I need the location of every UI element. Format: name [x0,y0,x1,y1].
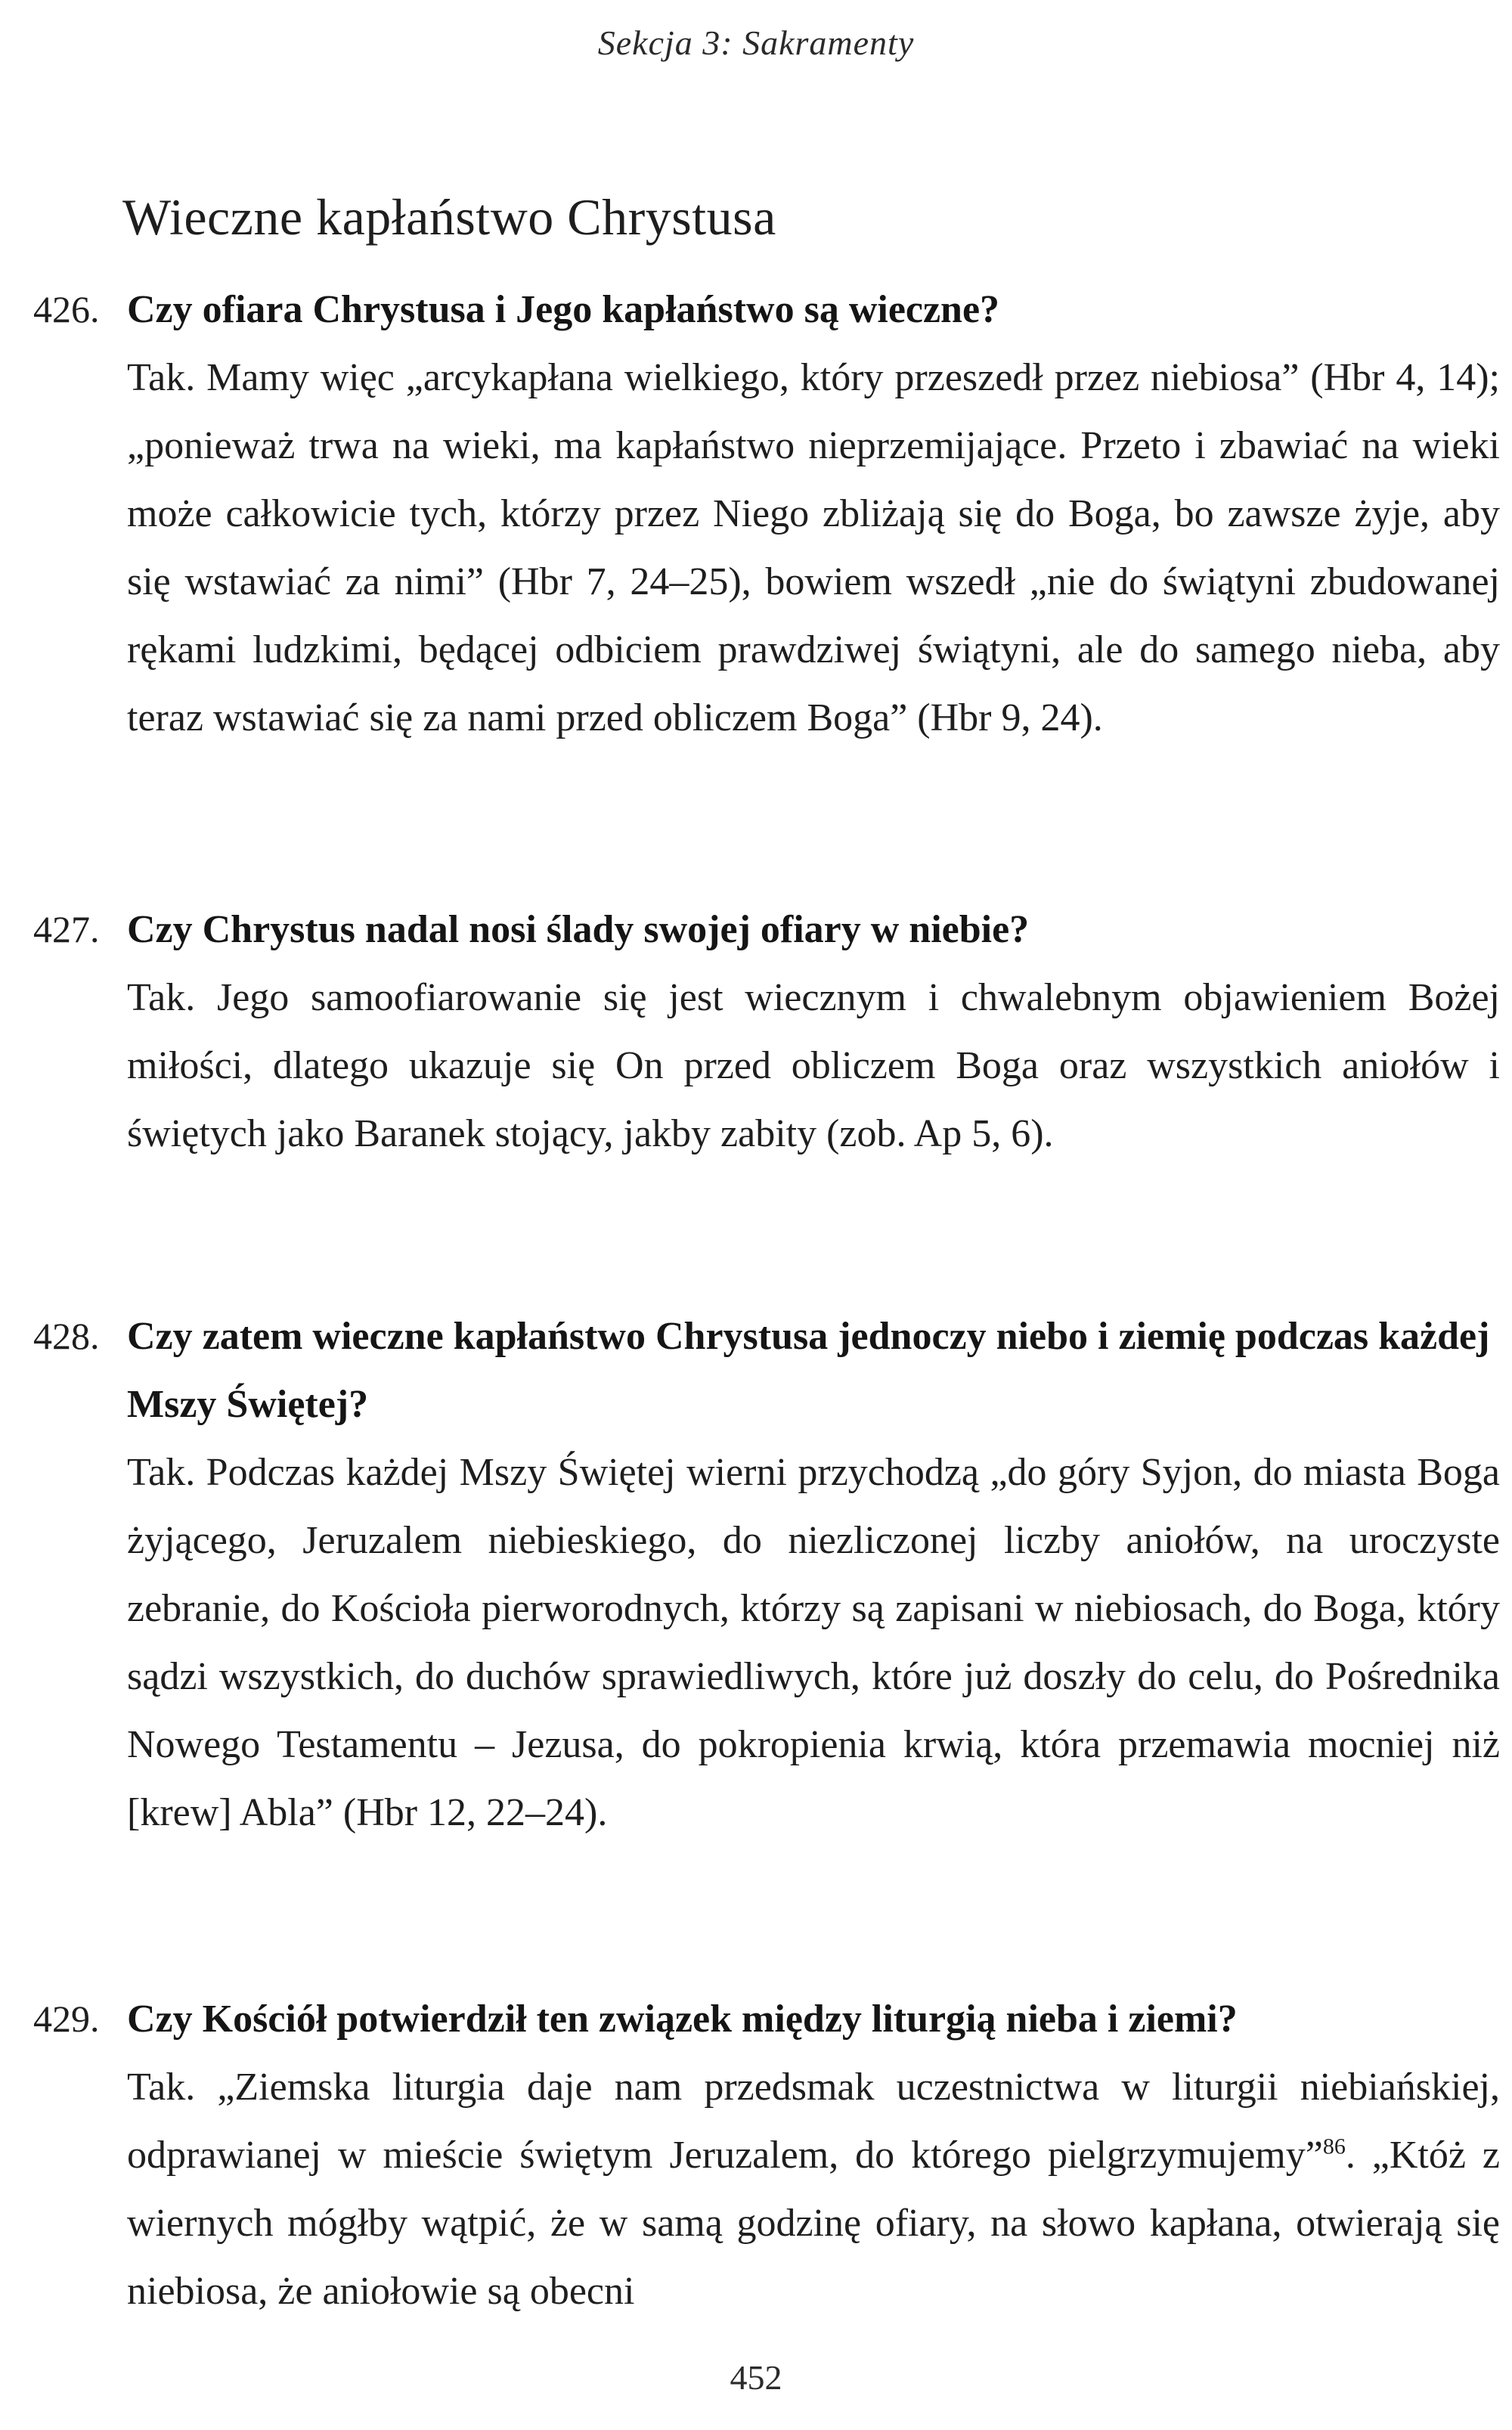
section-title: Wieczne kapłaństwo Chrystusa [122,188,776,246]
answer-text: Tak. Jego samoofiarowanie się jest wiecznym i chwalebnym objawieniem Bożej miłości, dlatego ukazuje się On przed obliczem Boga oraz wszystkich aniołów i świętych jako Baranek stojący, jakby zabity (zob. Ap 5, 6). [127,976,1500,1155]
answer-text-part: . „Któż z wiernych mógłby wątpić, że w samą godzinę ofiary, na słowo kapłana, otwierają się niebiosa, że aniołowie są obecni [127,2134,1500,2313]
answer-text-part: Tak. „Ziemska liturgia daje nam przedsmak uczestnictwa w liturgii niebiańskiej, odprawianej w mieście świętym Jeruzalem, do którego pielgrzymujemy” [127,2066,1500,2177]
question-number: 428. [33,1315,100,1357]
answer-text: Tak. Mamy więc „arcykapłana wielkiego, który przeszedł przez niebiosa” (Hbr 4, 14); „ponieważ trwa na wieki, ma kapłaństwo nieprzemijające. Przeto i zbawiać na wieki może całkowicie tych, którzy przez Niego zbliżają się do Boga, bo zawsze żyje, aby się wstawiać za nimi” (Hbr 7, 24–25), bowiem wszedł „nie do świątyni zbudowanej rękami ludzkimi, będącej odbiciem prawdziwej świątyni, ale do samego nieba, aby teraz wstawiać się za nami przed obliczem Boga” (Hbr 9, 24). [127,356,1500,739]
question-number: 426. [33,288,100,330]
running-header: Sekcja 3: Sakramenty [597,23,915,62]
answer-text [127,2053,1500,2326]
question-block-428 [33,1303,1500,1847]
question-text: Czy ofiara Chrystusa i Jego kapłaństwo są wieczne? [127,288,1000,331]
question-row [33,896,1500,964]
question-row [33,1303,1500,1439]
question-text: Czy Chrystus nadal nosi ślady swojej ofiary w niebie? [127,908,1030,951]
question-number: 429. [33,1998,100,2040]
question-row [33,1985,1500,2053]
footnote-reference[interactable]: 86 [1322,2134,1346,2159]
question-block-426 [33,276,1500,752]
page-number: 452 [730,2358,782,2397]
question-block-427 [33,896,1500,1168]
question-number: 427. [33,908,100,950]
question-block-429 [33,1985,1500,2326]
question-row [33,276,1500,344]
question-text: Czy zatem wieczne kapłaństwo Chrystusa jednoczy niebo i ziemię podczas każdej Mszy Świętej? [127,1315,1490,1426]
answer-text: Tak. Podczas każdej Mszy Świętej wierni przychodzą „do góry Syjon, do miasta Boga żyjącego, Jeruzalem niebieskiego, do niezliczonej liczby aniołów, na uroczyste zebranie, do Kościoła pierworodnych, którzy są zapisani w niebiosach, do Boga, który sądzi wszystkich, do duchów sprawiedliwych, które już doszły do celu, do Pośrednika Nowego Testamentu – Jezusa, do pokropienia krwią, która przemawia mocniej niż [krew] Abla” (Hbr 12, 22–24). [127,1451,1500,1834]
question-text: Czy Kościół potwierdził ten związek między liturgią nieba i ziemi? [127,1998,1238,2041]
